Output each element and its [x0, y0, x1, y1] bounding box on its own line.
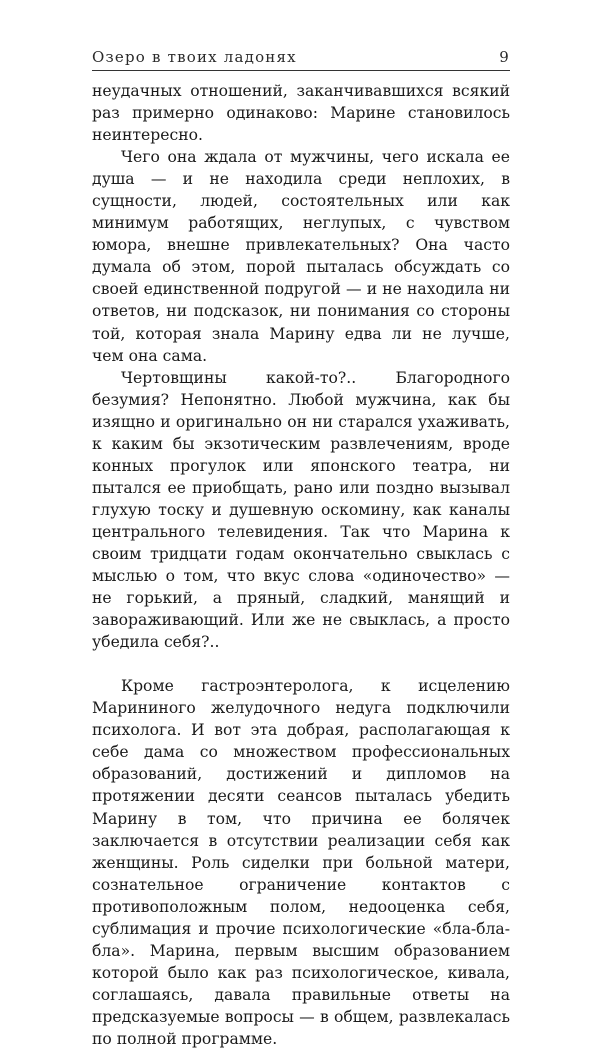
running-header — [92, 38, 510, 66]
paragraph: Чертовщины какой-то?.. Благородного безумия? Непонятно. Любой мужчина, как бы изящно и оригинально он ни старался ухаживать, к каким бы экзотическим развлечениям, вроде конных прогулок или японского театра, ни пытался ее приобщать, рано или поздно вызывал глухую тоску и душевную оскомину, как каналы центрального телевидения. Так что Марина к своим тридцати годам окончательно свыклась с мыслью о том, что вкус слова «одиночество» — не горький, а пряный, сладкий, манящий и завораживающий. Или же не свыклась, а просто убедила себя?.. — [92, 368, 510, 652]
body-text — [92, 80, 510, 1050]
header-rule — [92, 70, 510, 71]
paragraph: Чего она ждала от мужчины, чего искала ее душа — и не находила среди неплохих, в сущности, людей, состоятельных или как минимум работящих, неглупых, с чувством юмора, внешне привлекательных? Она часто думала об этом, порой пыталась обсуждать со своей единственной подругой — и не находила ни ответов, ни подсказок, ни понимания со стороны той, которая знала Марину едва ли не лучше, чем она сама. — [92, 148, 510, 365]
section-break — [92, 653, 510, 675]
running-title: Озеро в твоих ладонях — [92, 48, 297, 66]
page-number: 9 — [499, 48, 510, 66]
paragraph-continuation: неудачных отношений, заканчивавшихся всякий раз примерно одинаково: Марине становилось неинтересно. — [92, 82, 510, 145]
paragraph: Кроме гастроэнтеролога, к исцелению Марининого желудочного недуга подключили психолога. И вот эта добрая, располагающая к себе дама со множеством профессиональных образований, достижений и дипломов на протяжении десяти сеансов пыталась убедить Марину в том, что причина ее болячек заключается в отсутствии реализации себя как женщины. Роль сиделки при больной матери, сознательное ограничение контактов с противоположным полом, недооценка себя, сублимация и прочие психологические «бла-бла-бла». Марина, первым высшим образованием которой было как раз психологическое, кивала, соглашаясь, давала правильные ответы на предсказуемые вопросы — в общем, развлекалась по полной программе. — [92, 677, 510, 1048]
